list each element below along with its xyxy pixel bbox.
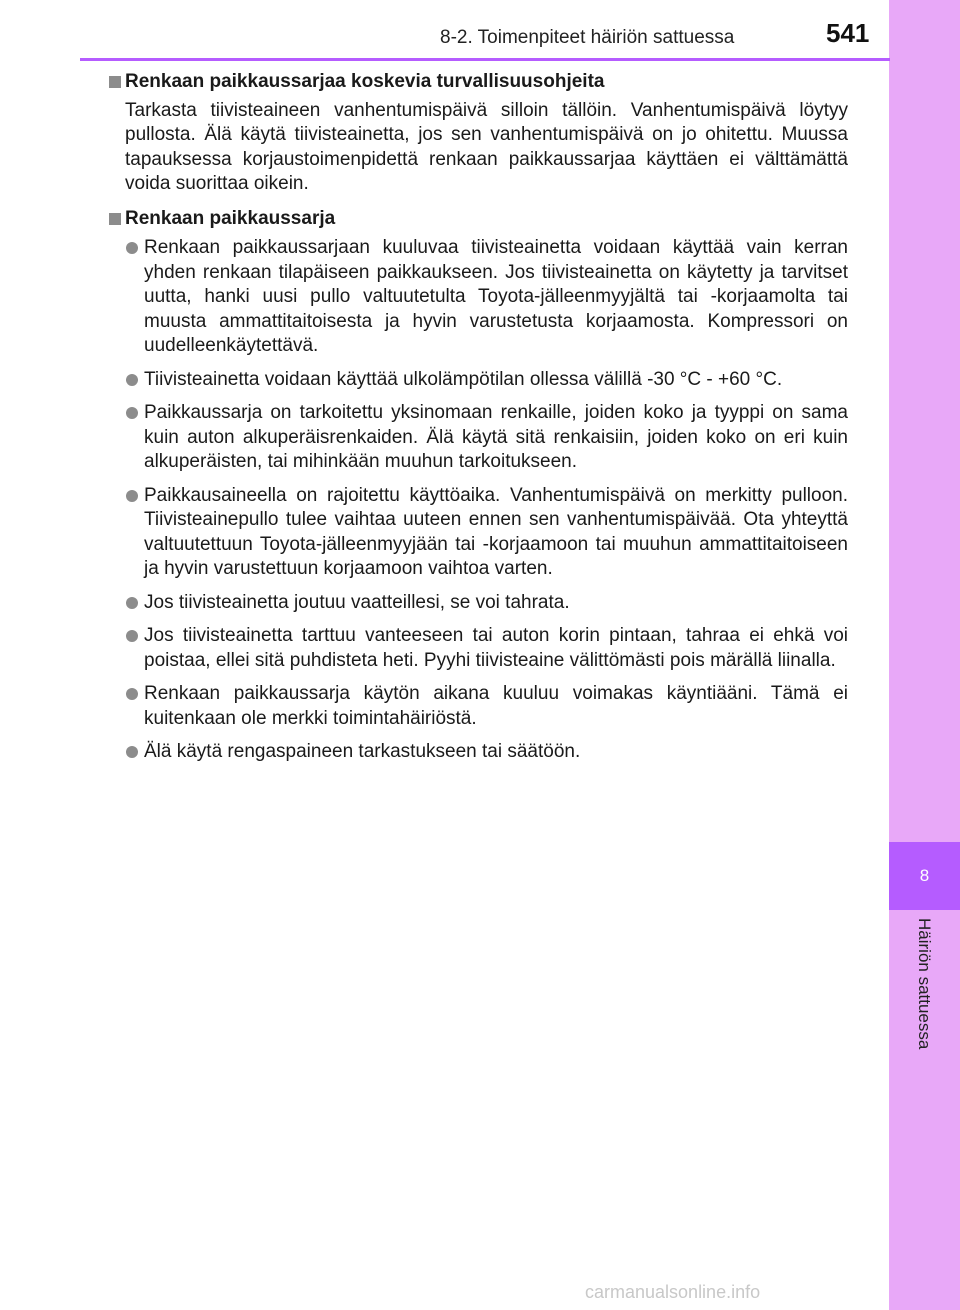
list-item-text: Tiivisteainetta voidaan käyttää ulkolämpötilan ollessa välillä -30 °C - +60 °C. bbox=[144, 368, 783, 390]
chapter-number-box bbox=[889, 842, 960, 910]
list-item bbox=[108, 484, 848, 582]
chapter-title-vertical: Häiriön sattuessa bbox=[915, 918, 934, 1050]
section-heading-text: Renkaan paikkaussarja bbox=[125, 207, 336, 229]
circle-bullet-icon bbox=[126, 490, 138, 502]
list-item-text: Paikkausaineella on rajoitettu käyttöaika. Vanhentumispäivä on merkitty pulloon. Tiivisteainepullo tulee vaihtaa uuteen ennen sen vanhentumispäivää. Ota yhteyttä valtuutettuun Toyota-jälleenmyyjään tai -korjaamoon tai muuhun ammattitaitoiseen ja hyvin varustettuun korjaamoon vaihtoa varten. bbox=[144, 484, 848, 579]
circle-bullet-icon bbox=[126, 597, 138, 609]
chapter-side-tab bbox=[889, 0, 960, 1310]
header-rule bbox=[80, 58, 890, 61]
circle-bullet-icon bbox=[126, 374, 138, 386]
circle-bullet-icon bbox=[126, 242, 138, 254]
section-heading-kit bbox=[108, 207, 848, 232]
list-item-text: Renkaan paikkaussarjaan kuuluvaa tiivisteainetta voidaan käyttää vain kerran yhden renkaan tilapäiseen paikkaukseen. Jos tiivisteainetta on käytetty ja tarvitset uutta, hanki uusi pullo valtuutetulta Toyota-jälleenmyyjältä tai -korjaamolta tai muusta ammattitaitoisesta ja hyvin varustetusta korjaamosta. Kompressori on uudelleenkäytettävä. bbox=[144, 237, 848, 356]
chapter-number: 8 bbox=[919, 866, 930, 885]
page-content bbox=[108, 70, 848, 774]
list-item-text: Renkaan paikkaussarja käytön aikana kuuluu voimakas käyntiääni. Tämä ei kuitenkaan ole merkki toimintahäiriöstä. bbox=[144, 683, 848, 729]
list-item bbox=[108, 368, 848, 393]
square-bullet-icon bbox=[109, 213, 121, 225]
list-item bbox=[108, 236, 848, 359]
square-bullet-icon bbox=[109, 76, 121, 88]
list-item-text: Paikkaussarja on tarkoitettu yksinomaan renkaille, joiden koko ja tyyppi on sama kuin auton alkuperäisrenkaiden. Älä käytä sitä renkaisiin, joiden koko on eri kuin alkuperäisten, tai mihinkään muuhun tarkoitukseen. bbox=[144, 402, 848, 472]
list-item bbox=[108, 624, 848, 673]
list-item bbox=[108, 401, 848, 475]
circle-bullet-icon bbox=[126, 746, 138, 758]
list-item-text: Jos tiivisteainetta tarttuu vanteeseen tai auton korin pintaan, tahraa ei ehkä voi poistaa, ellei sitä puhdisteta heti. Pyyhi tiivisteaine välittömästi pois märällä liinalla. bbox=[144, 625, 848, 671]
section-heading-safety bbox=[108, 70, 848, 95]
watermark: carmanualsonline.info bbox=[585, 1282, 761, 1302]
page-number: 541 bbox=[826, 18, 870, 48]
circle-bullet-icon bbox=[126, 688, 138, 700]
list-item-text: Jos tiivisteainetta joutuu vaatteillesi, se voi tahrata. bbox=[144, 591, 570, 613]
list-item bbox=[108, 740, 848, 765]
section-header: 8-2. Toimenpiteet häiriön sattuessa bbox=[440, 27, 735, 48]
kit-bullet-list bbox=[108, 236, 848, 765]
circle-bullet-icon bbox=[126, 630, 138, 642]
section-heading-text: Renkaan paikkaussarjaa koskevia turvallisuusohjeita bbox=[125, 71, 605, 92]
list-item-text: Älä käytä rengaspaineen tarkastukseen tai säätöön. bbox=[144, 741, 581, 762]
list-item bbox=[108, 682, 848, 731]
safety-paragraph: Tarkasta tiivisteaineen vanhentumispäivä silloin tällöin. Vanhentumispäivä löytyy pullosta. Älä käytä tiivisteainetta, jos sen vanhentumispäivä on jo ohitettu. Muussa tapauksessa korjaustoimenpidettä renkaan paikkaussarjaa käyttäen ei välttämättä voida suorittaa oikein. bbox=[125, 99, 848, 194]
list-item bbox=[108, 591, 848, 616]
circle-bullet-icon bbox=[126, 407, 138, 419]
